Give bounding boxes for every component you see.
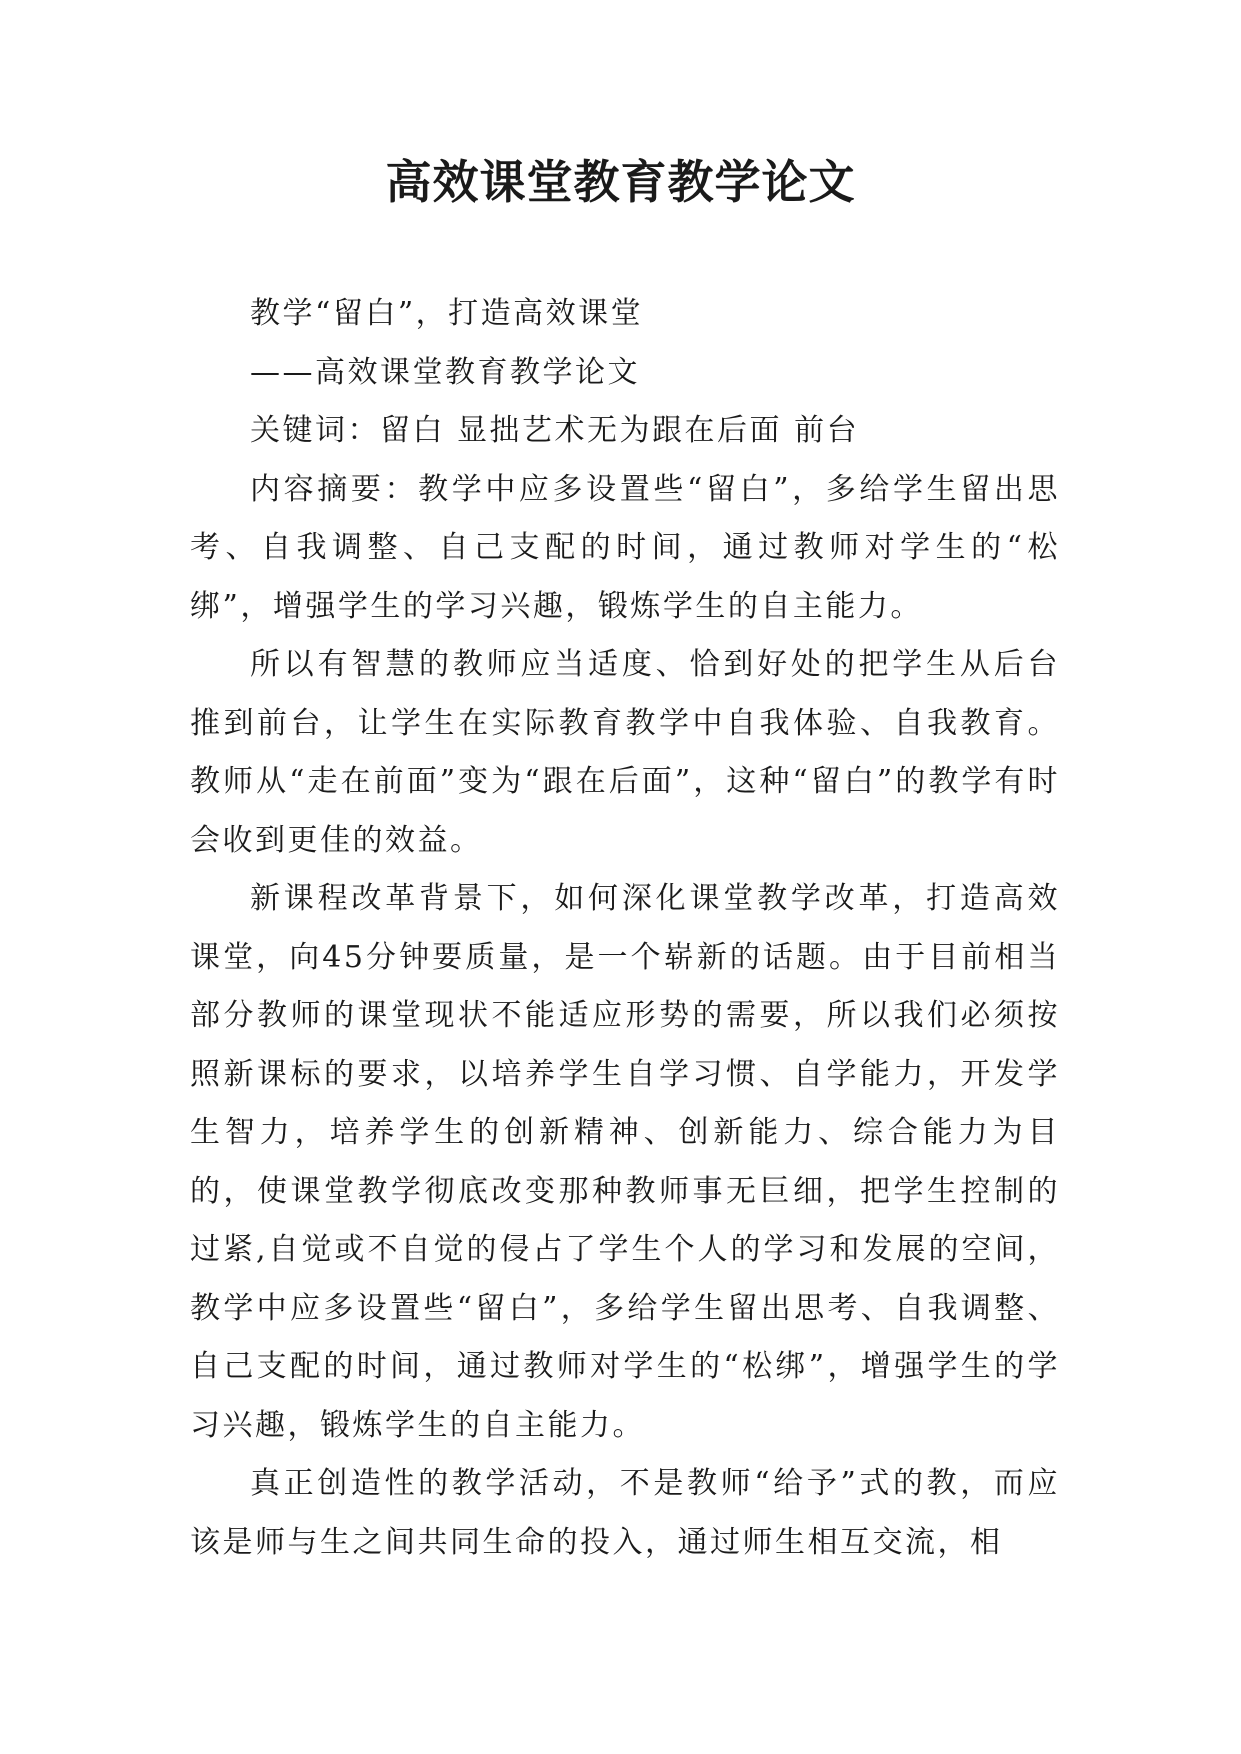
- body-paragraph: 所以有智慧的教师应当适度、恰到好处的把学生从后台推到前台，让学生在实际教育教学中自我体验、自我教育。教师从“走在前面”变为“跟在后面”，这种“留白”的教学有时会收到更佳的效益。: [190, 647, 1060, 858]
- body-paragraph: 真正创造性的教学活动，不是教师“给予”式的教，而应该是师与生之间共同生命的投入，通过师生相互交流，相: [190, 1466, 1060, 1560]
- subtitle-line: 教学“留白”，打造高效课堂: [250, 296, 644, 331]
- document-title: 高效课堂教育教学论文: [385, 155, 856, 209]
- document-body: [190, 285, 1060, 1572]
- body-paragraph: 新课程改革背景下，如何深化课堂教学改革，打造高效课堂，向45分钟要质量，是一个崭新的话题。由于目前相当部分教师的课堂现状不能适应形势的需要，所以我们必须按照新课标的要求，以培养学生自学习惯、自学能力，开发学生智力，培养学生的创新精神、创新能力、综合能力为目的，使课堂教学彻底改变那种教师事无巨细，把学生控制的过紧,自觉或不自觉的侵占了学生个人的学习和发展的空间，教学中应多设置些“留白”，多给学生留出思考、自我调整、自己支配的时间，通过教师对学生的“松绑”，增强学生的学习兴趣，锻炼学生的自主能力。: [190, 881, 1060, 1443]
- keywords-line: 关键词：留白 显拙艺术无为跟在后面 前台: [250, 413, 860, 448]
- subtitle-dash-line: ——高效课堂教育教学论文: [250, 354, 640, 390]
- abstract-paragraph: 内容摘要：教学中应多设置些“留白”，多给学生留出思考、自我调整、自己支配的时间，通过教师对学生的“松绑”，增强学生的学习兴趣，锻炼学生的自主能力。: [190, 471, 1060, 624]
